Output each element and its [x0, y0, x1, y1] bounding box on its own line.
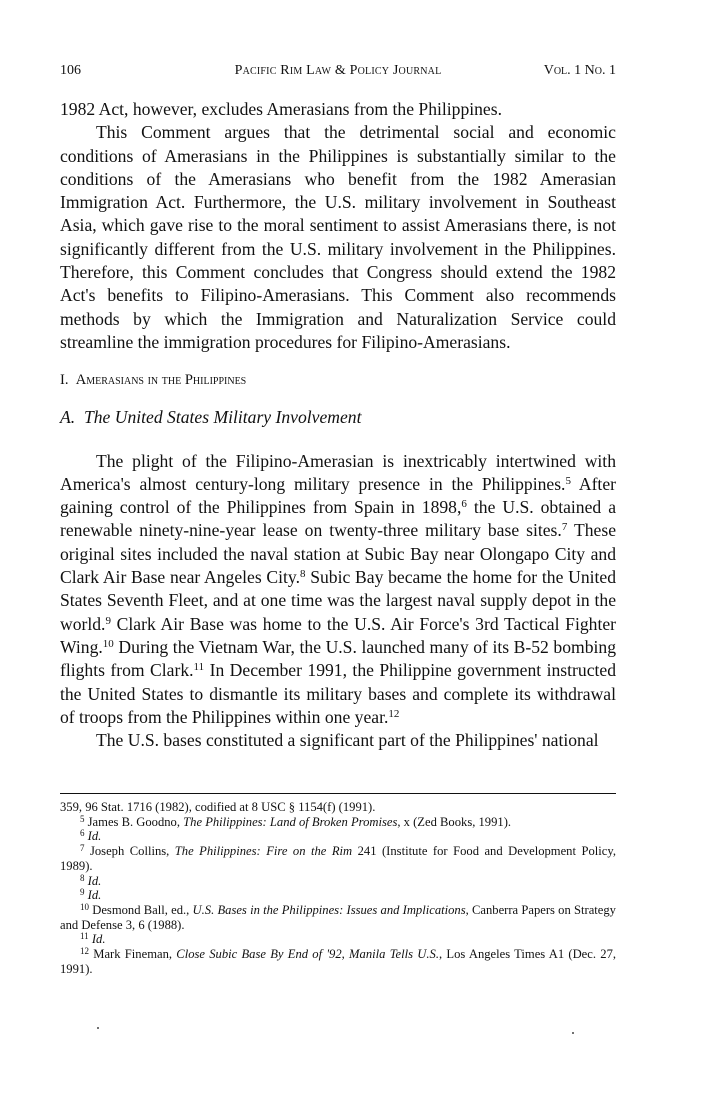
scan-speck — [97, 1027, 99, 1029]
section-title: Amerasians in the Philippines — [75, 372, 247, 389]
sentence: the U.S. obtained a renewable ninety-nine-year lease on twenty-three military base sites. — [60, 497, 617, 541]
body-text — [60, 98, 616, 752]
footnote-11 — [60, 932, 616, 947]
footnote-ref-9[interactable]: 9 — [105, 614, 111, 627]
footnote-number: 12 — [80, 946, 89, 957]
footnote-continuation: 359, 96 Stat. 1716 (1982), codified at 8 USC § 1154(f) (1991). — [60, 800, 376, 814]
paragraph-1: 1982 Act, however, excludes Amerasians from the Philippines. — [60, 99, 502, 119]
paragraph-2: This Comment argues that the detrimental social and economic conditions of Amerasians in the Philippines is substantially similar to the conditions of the Amerasians who benefit from the 1982 Amerasian Immigration Act. Furthermore, the U.S. military involvement in Southeast Asia, which gave rise to the moral sentiment to assist Amerasians there, is not significantly different from the U.S. military involvement in the Philippines. Therefore, this Comment concludes that Congress should extend the 1982 Act's benefits to Filipino-Amerasians. This Comment also recommends methods by which the Immigration and Naturalization Service could streamline the immigration procedures for Filipino-Amerasians. — [60, 122, 616, 352]
footnote-title: Close Subic Base By End of '92, Manila Tells U.S. — [176, 947, 439, 962]
footnotes — [60, 800, 616, 976]
footnote-number: 7 — [80, 843, 85, 854]
footnote-title: The Philippines: Fire on the Rim — [174, 844, 353, 859]
footnote-8 — [60, 874, 616, 889]
sentence: Subic Bay became the home for the United States Seventh Fleet, and at one time was the largest naval supply depot in the world. — [60, 567, 617, 634]
footnote-number: 8 — [80, 872, 85, 883]
footnote-6 — [60, 829, 616, 844]
footnote-title: U.S. Bases in the Philippines: Issues and Implications — [192, 902, 466, 917]
footnote-number: 11 — [80, 931, 89, 942]
page-number: 106 — [60, 63, 81, 78]
footnote-citation: , Los Angeles Times A1 (Dec. 27, 1991). — [60, 947, 617, 976]
footnote-number: 9 — [80, 887, 85, 898]
sentence: The plight of the Filipino-Amerasian is inextricably intertwined with America's almost century-long military presence in the Philippines. — [60, 450, 616, 494]
footnote-id: Id. — [87, 829, 102, 844]
footnote-citation: 241 (Institute for Food and Development Policy, 1989). — [60, 844, 616, 873]
running-header — [60, 63, 616, 85]
sentence: In December 1991, the Philippine government instructed the United States to dismantle its military bases and complete its withdrawal of troops from the Philippines within one year. — [60, 660, 616, 727]
footnote-ref-7[interactable]: 7 — [561, 521, 568, 534]
sentence: After gaining control of the Philippines from Spain in 1898, — [60, 473, 616, 518]
footnote-author: Mark Fineman, — [93, 947, 177, 962]
journal-title: Pacific Rim Law & Policy Journal — [234, 63, 442, 78]
footnote-id: Id. — [87, 873, 102, 888]
footnote-ref-10[interactable]: 10 — [102, 637, 114, 650]
paragraph-4: The U.S. bases constituted a significant part of the Philippines' national — [96, 730, 599, 751]
footnote-id: Id. — [91, 932, 106, 947]
subsection-title: The United States Military Involvement — [83, 407, 362, 428]
section-number: I. — [60, 372, 69, 389]
footnote-citation: , x (Zed Books, 1991). — [397, 814, 512, 829]
footnote-separator — [60, 793, 616, 794]
footnote-7 — [60, 844, 616, 873]
section-heading — [60, 370, 616, 390]
footnote-12 — [60, 947, 616, 976]
footnote-ref-6[interactable]: 6 — [461, 498, 467, 511]
subsection-heading — [60, 406, 616, 429]
footnote-10 — [60, 903, 616, 932]
footnote-9 — [60, 888, 616, 903]
sentence: Clark Air Base was home to the U.S. Air Force's 3rd Tactical Fighter Wing. — [60, 613, 616, 657]
footnote-author: Joseph Collins, — [89, 844, 175, 859]
scan-speck — [572, 1032, 574, 1034]
footnote-number: 5 — [80, 813, 85, 824]
footnote-id: Id. — [87, 888, 102, 903]
paragraph-3 — [60, 450, 616, 730]
sentence: During the Vietnam War, the U.S. launched many of its B-52 bombing flights from Clark. — [60, 636, 616, 681]
footnote-title: The Philippines: Land of Broken Promises — [183, 814, 398, 829]
sentence: These original sites included the naval station at Subic Bay near Olongapo City and Clark Air Base near Angeles City. — [60, 520, 616, 588]
footnote-ref-8[interactable]: 8 — [299, 568, 306, 581]
footnote-author: James B. Goodno, — [87, 814, 184, 829]
footnote-citation: , Canberra Papers on Strategy and Defense 3, 6 (1988). — [60, 902, 616, 932]
footnote-5 — [60, 815, 616, 830]
footnote-ref-11[interactable]: 11 — [193, 661, 205, 674]
subsection-letter: A. — [60, 407, 76, 428]
footnote-author: Desmond Ball, ed., — [92, 902, 193, 917]
footnote-ref-12[interactable]: 12 — [388, 707, 400, 720]
footnote-number: 10 — [80, 901, 89, 912]
volume-info: Vol. 1 No. 1 — [543, 63, 616, 78]
footnote-number: 6 — [80, 828, 85, 839]
footnote-ref-5[interactable]: 5 — [565, 474, 571, 487]
